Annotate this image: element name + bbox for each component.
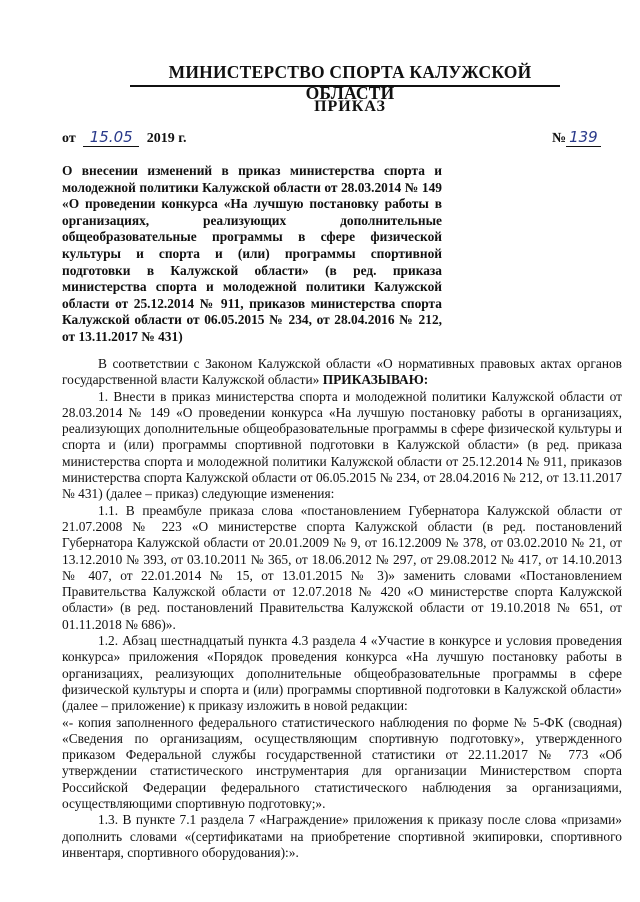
intro-text: В соответствии с Законом Калужской области «О нормативных правовых актах органов государственной власти Калужской области» — [62, 356, 622, 388]
paragraph-1-2-quote: «- копия заполненного федерального статистического наблюдения по форме № 5-ФК (сводная) «Сведения по организациям, осуществляющим спортивную подготовку», утвержденного приказом Федеральной службы государственной статистики от 22.11.2017 № 773 «Об утверждении статистического инструментария для организации Министерством спорта Российской Федерации федерального статистического наблюдения за организациями, осуществляющими спортивную подготовку;». — [62, 714, 622, 812]
paragraph-1-1: 1.1. В преамбуле приказа слова «постановлением Губернатора Калужской области от 21.07.2008 № 223 «О министерстве спорта Калужской области (в ред. постановлений Губернатора Калужской области от 20.01.2009 № 9, от 16.12.2009 № 378, от 03.02.2010 № 21, от 13.12.2010 № 393, от 03.10.2011 № 365, от 18.06.2012 № 297, от 29.08.2012 № 417, от 14.10.2013 № 407, от 22.01.2014 № 15, от 13.01.2015 № 3)» заменить словами «Постановлением Правительства Калужской области от 12.07.2018 № 420 «О министерстве спорта Калужской области» (в ред. постановлений Правительства Калужской области от 19.10.2018 № 651, от 01.11.2018 № 686)». — [62, 502, 622, 632]
intro-paragraph — [62, 356, 622, 389]
number-prefix: № — [552, 131, 567, 146]
order-subject: О внесении изменений в приказ министерства спорта и молодежной политики Калужской области от 28.03.2014 № 149 «О проведении конкурса «На лучшую постановку работы в организациях, реализующих дополнительные общеобразовательные программы в сфере физической культуры и спорта и (или) программы спортивной подготовки в Калужской области» (в ред. приказа министерства спорта и молодежной политики Калужской области от 25.12.2014 № 911, приказов министерства спорта Калужской области от 06.05.2015 № 234, от 28.04.2016 № 212, от 13.11.2017 № 431) — [62, 163, 442, 344]
ministry-heading: МИНИСТЕРСТВО СПОРТА КАЛУЖСКОЙ ОБЛАСТИ — [168, 62, 532, 103]
paragraph-1-3: 1.3. В пункте 7.1 раздела 7 «Награждение» приложения к приказу после слова «призами» дополнить словами «(сертификатами на приобретение спортивной экипировки, спортивного инвентаря, спортивного оборудования):». — [62, 812, 622, 860]
intro-command: ПРИКАЗЫВАЮ: — [322, 372, 429, 388]
date-prefix: от — [62, 131, 76, 146]
order-title: ПРИКАЗ — [314, 98, 386, 115]
date-suffix: 2019 г. — [146, 131, 187, 146]
paragraph-1-2: 1.2. Абзац шестнадцатый пункта 4.3 раздела 4 «Участие в конкурсе и условия проведения конкурса» приложения «Порядок проведения конкурса «На лучшую постановку работы в организациях, реализующих дополнительные общеобразовательные программы в сфере физической культуры и спорта и (или) программы спортивной подготовки в Калужской области» (далее – приложение) к приказу изложить в новой редакции: — [62, 633, 622, 714]
heading-rule — [130, 85, 560, 87]
paragraph-1: 1. Внести в приказ министерства спорта и молодежной политики Калужской области от 28.03.2014 № 149 «О проведении конкурса «На лучшую постановку работы в организациях, реализующих дополнительные общеобразовательные программы в сфере физической культуры и спорта и (или) программы спортивной подготовки в Калужской области» (в ред. приказа министерства спорта и молодежной политики Калужской области от 25.12.2014 № 911, приказов министерства спорта Калужской области от 06.05.2015 № 234, от 28.04.2016 № 212, от 13.11.2017 № 431) (далее – приказ) следующие изменения: — [62, 388, 622, 502]
order-date — [62, 128, 186, 147]
number-handwritten: 139 — [566, 128, 601, 147]
order-body — [62, 356, 622, 861]
date-handwritten: 15.05 — [83, 128, 139, 147]
order-number — [552, 128, 601, 147]
